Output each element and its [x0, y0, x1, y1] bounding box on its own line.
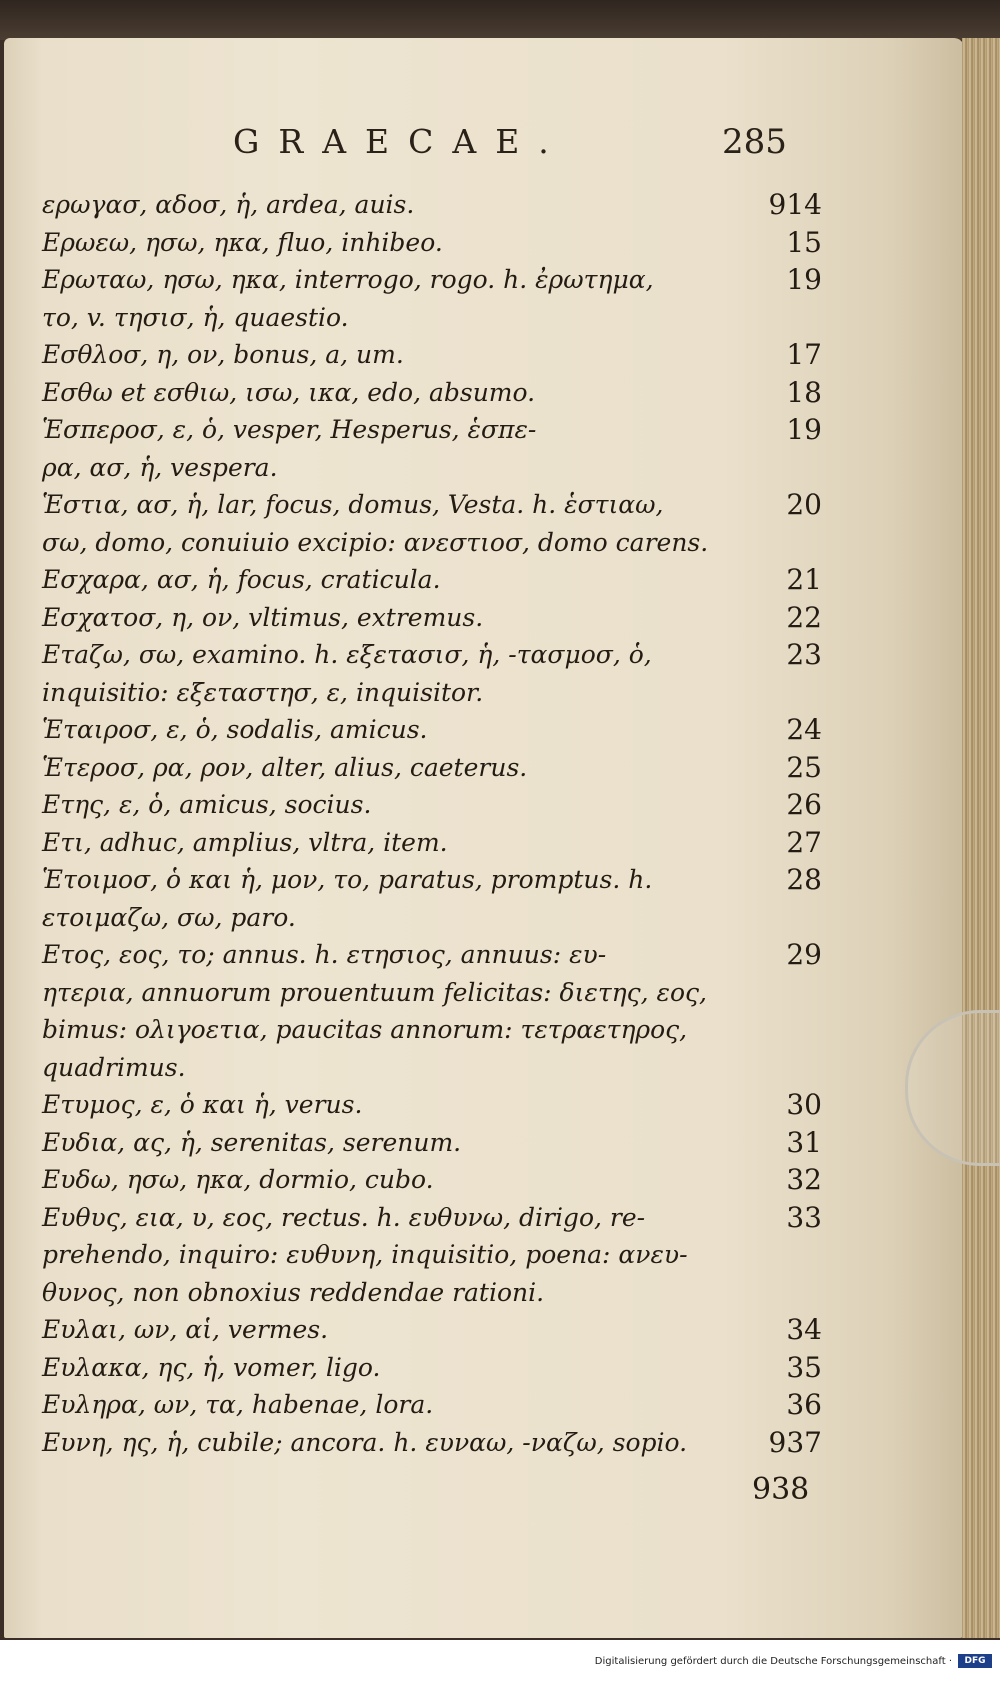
page-header: [0, 122, 1000, 172]
entry-number: 937: [768, 1425, 822, 1459]
entry-number: 25: [786, 750, 822, 784]
entry-number: 36: [786, 1388, 822, 1421]
entry-text: Εσθω et εσθιω, ισω, ικα, edo, absumo.: [42, 377, 536, 407]
entry-text: Ευνη, ης, ἡ, cubile; ancora. h. ευναω, -ναζω, sopio.: [42, 1427, 688, 1457]
entry-line: [42, 749, 822, 787]
entry-text: Ευλαι, ων, αἱ, vermes.: [42, 1315, 329, 1344]
entry-number: 28: [786, 863, 822, 896]
entry-text: Εσχατοσ, η, ον, vltimus, extremus.: [42, 602, 484, 632]
entry-text: prehendo, inquiro: ευθυνη, inquisitio, poena: ανευ-: [42, 1240, 688, 1269]
entry-line: [42, 561, 822, 599]
entry-number: 19: [786, 263, 822, 296]
entry-text: ητερια, annuorum prouentuum felicitas: διετης, εος,: [42, 977, 707, 1007]
entry-line: [42, 974, 822, 1012]
entry-text: Ευδω, ησω, ηκα, dormio, cubo.: [42, 1165, 434, 1194]
entry-number: 19: [786, 413, 822, 446]
entry-line: [42, 411, 822, 449]
entry-number: 17: [786, 338, 822, 371]
entry-text: το, v. τησισ, ἡ, quaestio.: [42, 302, 349, 332]
entry-line: [42, 786, 822, 824]
entry-line: [42, 1049, 822, 1087]
entry-number: 32: [786, 1163, 822, 1196]
entry-number: 26: [786, 788, 822, 821]
entry-line: [42, 861, 822, 899]
entry-number: 24: [786, 713, 822, 746]
entry-text: inquisitio: εξεταστησ, ε, inquisitor.: [42, 677, 484, 707]
entry-number: 34: [786, 1313, 822, 1346]
dictionary-entries: [42, 186, 822, 1461]
entry-text: Ετaζω, σω, examino. h. εξετασισ, ἡ, -τασμοσ, ὁ,: [42, 640, 652, 669]
entry-text: Ετυμος, ε, ὁ και ἡ, verus.: [42, 1090, 363, 1119]
entry-line: [42, 299, 822, 337]
catchword-number: 938: [752, 1472, 810, 1507]
entry-text: Ἑτοιμοσ, ὁ και ἡ, μον, το, paratus, promptus. h.: [42, 865, 653, 894]
entry-line: [42, 1311, 822, 1349]
entry-text: σω, domo, conuiuio excipio: ανεστιοσ, domo carens.: [42, 527, 709, 557]
entry-text: Εσχαρα, ασ, ἡ, focus, craticula.: [42, 565, 441, 594]
entry-number: 914: [768, 188, 822, 221]
entry-text: Ἑσπεροσ, ε, ὁ, vesper, Hesperus, ἑσπε-: [42, 415, 537, 444]
entry-text: Ἑτεροσ, ρα, ρον, alter, alius, caeterus.: [42, 752, 528, 782]
footer-bar: [0, 1642, 1000, 1686]
entry-number: 21: [786, 563, 822, 596]
entry-text: Ἑστια, ασ, ἡ, lar, focus, domus, Vesta. h. ἑστιαω,: [42, 490, 664, 519]
entry-line: [42, 636, 822, 674]
entry-line: [42, 261, 822, 299]
entry-line: [42, 1386, 822, 1424]
entry-text: θυνος, non obnoxius reddendae rationi.: [42, 1277, 545, 1307]
digitization-credit: Digitalisierung gefördert durch die Deutsche Forschungsgemeinschaft ·: [594, 1656, 952, 1667]
entry-line: [42, 674, 822, 712]
entry-line: [42, 486, 822, 524]
entry-number: 33: [786, 1200, 822, 1234]
entry-line: [42, 1199, 822, 1237]
entry-text: Ευληρα, ων, τα, habenae, lora.: [42, 1390, 434, 1419]
entry-number: 30: [786, 1088, 822, 1121]
entry-line: [42, 224, 822, 262]
entry-line: [42, 1236, 822, 1274]
entry-text: Ευλακα, ης, ἡ, vomer, ligo.: [42, 1352, 381, 1382]
entry-text: Ετος, εος, το; annus. h. ετησιος, annuus: ευ-: [42, 940, 607, 969]
entry-text: Ευδια, ας, ἡ, serenitas, serenum.: [42, 1127, 462, 1157]
entry-line: [42, 1161, 822, 1199]
entry-line: [42, 599, 822, 637]
entry-text: Ἑταιροσ, ε, ὁ, sodalis, amicus.: [42, 715, 428, 744]
entry-line: [42, 374, 822, 412]
entry-line: [42, 936, 822, 974]
entry-line: [42, 1424, 822, 1462]
entry-line: [42, 1274, 822, 1312]
entry-text: quadrimus.: [42, 1052, 186, 1082]
entry-text: Ευθυς, εια, υ, εος, rectus. h. ευθυνω, dirigo, re-: [42, 1202, 646, 1232]
entry-line: [42, 824, 822, 862]
entry-line: [42, 899, 822, 937]
entry-number: 15: [786, 225, 822, 259]
entry-number: 31: [786, 1125, 822, 1159]
entry-text: Ετι, adhuc, amplius, vltra, item.: [42, 827, 448, 857]
entry-number: 18: [786, 375, 822, 409]
entry-text: ρα, ασ, ἡ, vespera.: [42, 452, 278, 482]
entry-number: 35: [786, 1350, 822, 1384]
entry-line: [42, 449, 822, 487]
book-top-edge: [0, 0, 1000, 40]
entry-number: 20: [786, 488, 822, 521]
entry-number: 23: [786, 638, 822, 671]
book-page-edges: [962, 38, 1000, 1638]
entry-text: ετοιμαζω, σω, paro.: [42, 902, 296, 932]
entry-number: 29: [786, 938, 822, 971]
entry-line: [42, 186, 822, 224]
entry-text: bimus: ολιγοετια, paucitas annorum: τετραετηρος,: [42, 1015, 688, 1044]
entry-number: 22: [786, 600, 822, 634]
entry-line: [42, 1349, 822, 1387]
running-title: GRAECAE.: [233, 122, 568, 161]
entry-line: [42, 524, 822, 562]
entry-line: [42, 1124, 822, 1162]
entry-line: [42, 336, 822, 374]
entry-text: ερωγασ, αδοσ, ἡ, ardea, auis.: [42, 190, 415, 219]
entry-text: Εσθλοσ, η, ον, bonus, a, um.: [42, 340, 404, 369]
entry-line: [42, 711, 822, 749]
entry-text: Ερωταω, ησω, ηκα, interrogo, rogo. h. ἐρωτημα,: [42, 265, 654, 294]
entry-number: 27: [786, 825, 822, 859]
entry-text: Ετης, ε, ὁ, amicus, socius.: [42, 790, 372, 819]
dfg-logo: DFG: [958, 1654, 992, 1668]
entry-line: [42, 1086, 822, 1124]
entry-text: Ερωεω, ησω, ηκα, fluo, inhibeo.: [42, 227, 443, 257]
entry-line: [42, 1011, 822, 1049]
page-number: 285: [722, 122, 787, 162]
